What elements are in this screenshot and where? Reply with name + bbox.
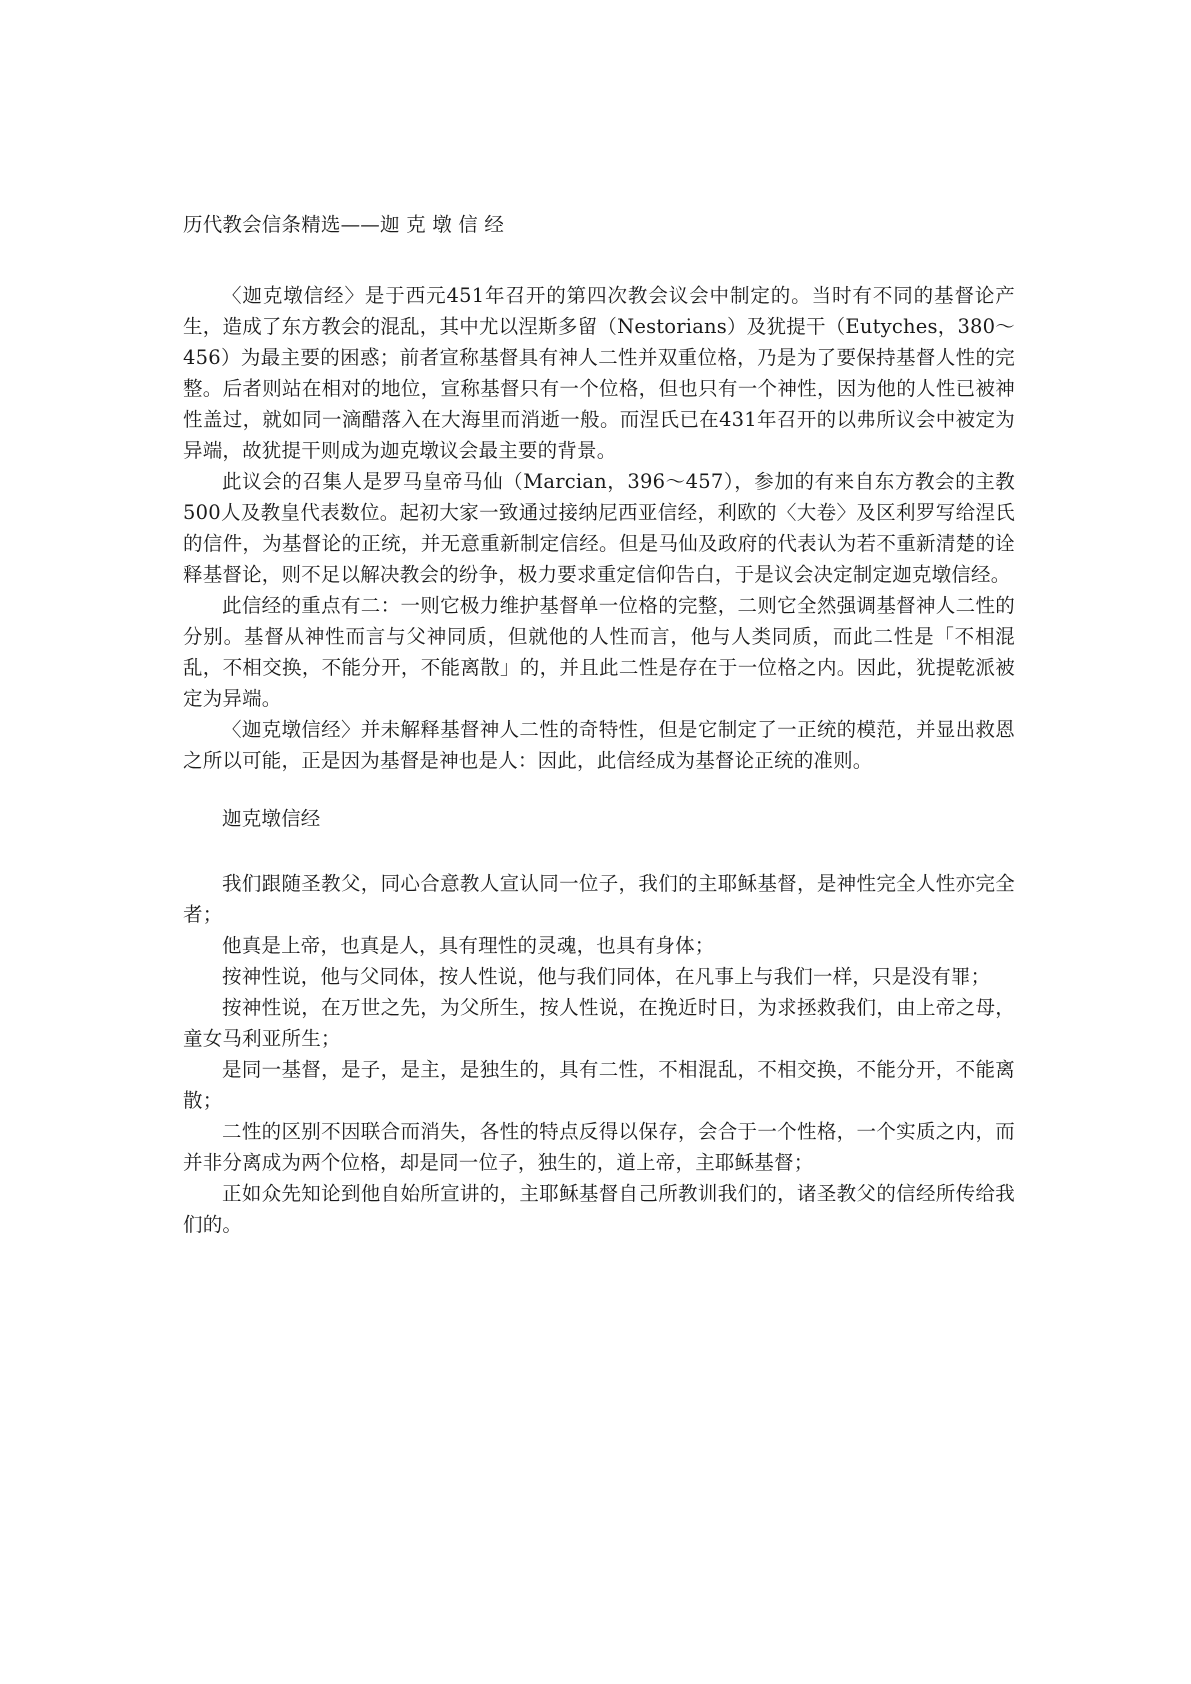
creed-paragraph: 是同一基督，是子，是主，是独生的，具有二性，不相混乱，不相交换，不能分开，不能离散； bbox=[183, 1058, 1015, 1112]
creed-paragraph: 二性的区别不因联合而消失，各性的特点反得以保存，会合于一个性格，一个实质之内，而并非分离成为两个位格，却是同一位子，独生的，道上帝，主耶稣基督； bbox=[183, 1120, 1015, 1174]
document-page bbox=[183, 210, 1015, 1240]
creed-paragraph: 他真是上帝，也真是人，具有理性的灵魂，也具有身体； bbox=[222, 934, 715, 957]
creed-text-section bbox=[183, 868, 1015, 1240]
creed-paragraph: 正如众先知论到他自始所宣讲的，主耶稣基督自己所教训我们的，诸圣教父的信经所传给我们的。 bbox=[183, 1182, 1015, 1236]
document-title: 历代教会信条精选——迦 克 墩 信 经 bbox=[183, 213, 505, 236]
creed-paragraph: 我们跟随圣教父，同心合意教人宣认同一位子，我们的主耶稣基督，是神性完全人性亦完全者； bbox=[183, 872, 1015, 926]
introduction-section bbox=[183, 280, 1015, 776]
intro-paragraph: 〈迦克墩信经〉并未解释基督神人二性的奇特性，但是它制定了一正统的模范，并显出救恩之所以可能，正是因为基督是神也是人：因此，此信经成为基督论正统的准则。 bbox=[183, 718, 1015, 772]
intro-paragraph: 〈迦克墩信经〉是于西元451年召开的第四次教会议会中制定的。当时有不同的基督论产生，造成了东方教会的混乱，其中尤以涅斯多留（Nestorians）及犹提干（Eutyches，380～456）为最主要的困惑；前者宣称基督具有神人二性并双重位格，乃是为了要保持基督人性的完整。后者则站在相对的地位，宣称基督只有一个位格，但也只有一个神性，因为他的人性已被神性盖过，就如同一滴醋落入在大海里而消逝一般。而涅氏已在431年召开的以弗所议会中被定为异端，故犹提干则成为迦克墩议会最主要的背景。 bbox=[183, 284, 1015, 462]
creed-paragraph: 按神性说，在万世之先，为父所生，按人性说，在挽近时日，为求拯救我们，由上帝之母，童女马利亚所生； bbox=[183, 996, 1015, 1050]
intro-paragraph: 此议会的召集人是罗马皇帝马仙（Marcian，396～457），参加的有来自东方教会的主教500人及教皇代表数位。起初大家一致通过接纳尼西亚信经，利欧的〈大卷〉及区利罗写给涅氏的信件，为基督论的正统，并无意重新制定信经。但是马仙及政府的代表认为若不重新清楚的诠释基督论，则不足以解决教会的纷争，极力要求重定信仰告白，于是议会决定制定迦克墩信经。 bbox=[183, 470, 1015, 586]
creed-paragraph: 按神性说，他与父同体，按人性说，他与我们同体，在凡事上与我们一样，只是没有罪； bbox=[222, 965, 991, 988]
creed-title: 迦克墩信经 bbox=[222, 807, 321, 830]
intro-paragraph: 此信经的重点有二：一则它极力维护基督单一位格的完整，二则它全然强调基督神人二性的分别。基督从神性而言与父神同质，但就他的人性而言，他与人类同质，而此二性是「不相混乱，不相交换，不能分开，不能离散」的，并且此二性是存在于一位格之内。因此，犹提乾派被定为异端。 bbox=[183, 594, 1015, 710]
